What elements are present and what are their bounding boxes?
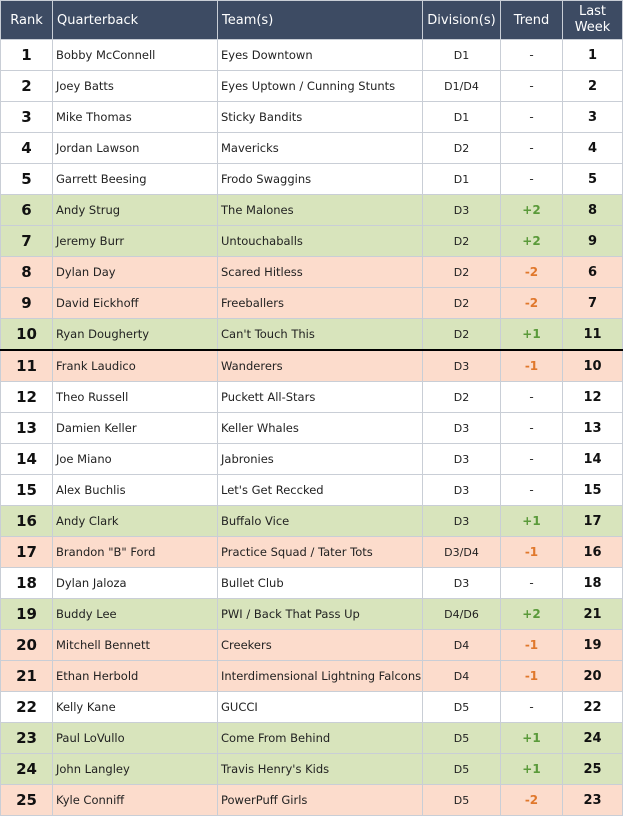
rank-cell[interactable]: 12	[1, 382, 53, 413]
last-week-cell[interactable]: 18	[563, 568, 623, 599]
last-week-cell[interactable]: 8	[563, 195, 623, 226]
table-row[interactable]	[1, 102, 623, 133]
rank-cell[interactable]: 9	[1, 288, 53, 319]
quarterback-cell[interactable]: Frank Laudico	[53, 350, 218, 382]
division-cell[interactable]: D5	[423, 723, 501, 754]
team-cell[interactable]: Untouchaballs	[218, 226, 423, 257]
division-cell[interactable]: D2	[423, 288, 501, 319]
table-row[interactable]	[1, 661, 623, 692]
trend-cell[interactable]: -	[501, 102, 563, 133]
quarterback-cell[interactable]: Ethan Herbold	[53, 661, 218, 692]
last-week-cell[interactable]: 21	[563, 599, 623, 630]
table-row[interactable]	[1, 413, 623, 444]
division-cell[interactable]: D4	[423, 661, 501, 692]
rank-cell[interactable]: 13	[1, 413, 53, 444]
rank-cell[interactable]: 18	[1, 568, 53, 599]
trend-cell[interactable]: +1	[501, 754, 563, 785]
rank-cell[interactable]: 17	[1, 537, 53, 568]
division-cell[interactable]: D1	[423, 40, 501, 71]
division-cell[interactable]: D3	[423, 350, 501, 382]
team-cell[interactable]: Eyes Uptown / Cunning Stunts	[218, 71, 423, 102]
last-week-cell[interactable]: 3	[563, 102, 623, 133]
team-cell[interactable]: GUCCI	[218, 692, 423, 723]
last-week-cell[interactable]: 4	[563, 133, 623, 164]
trend-cell[interactable]: -1	[501, 350, 563, 382]
trend-cell[interactable]: +2	[501, 599, 563, 630]
team-cell[interactable]: Puckett All-Stars	[218, 382, 423, 413]
table-row[interactable]	[1, 537, 623, 568]
division-cell[interactable]: D2	[423, 226, 501, 257]
last-week-cell[interactable]: 11	[563, 319, 623, 351]
quarterback-cell[interactable]: Dylan Jaloza	[53, 568, 218, 599]
quarterback-cell[interactable]: Brandon "B" Ford	[53, 537, 218, 568]
division-cell[interactable]: D2	[423, 257, 501, 288]
table-row[interactable]	[1, 785, 623, 816]
rank-cell[interactable]: 5	[1, 164, 53, 195]
last-week-header[interactable]	[563, 1, 623, 40]
quarterback-cell[interactable]: Mike Thomas	[53, 102, 218, 133]
division-cell[interactable]: D1/D4	[423, 71, 501, 102]
quarterback-cell[interactable]: Kyle Conniff	[53, 785, 218, 816]
trend-cell[interactable]: +1	[501, 319, 563, 351]
trend-cell[interactable]: -	[501, 382, 563, 413]
last-week-cell[interactable]: 10	[563, 350, 623, 382]
table-row[interactable]	[1, 723, 623, 754]
quarterback-cell[interactable]: Jeremy Burr	[53, 226, 218, 257]
team-cell[interactable]: PowerPuff Girls	[218, 785, 423, 816]
trend-cell[interactable]: -	[501, 164, 563, 195]
division-cell[interactable]: D3/D4	[423, 537, 501, 568]
quarterback-cell[interactable]: Theo Russell	[53, 382, 218, 413]
last-week-cell[interactable]: 5	[563, 164, 623, 195]
quarterback-cell[interactable]: David Eickhoff	[53, 288, 218, 319]
table-row[interactable]	[1, 350, 623, 382]
division-cell[interactable]: D1	[423, 164, 501, 195]
last-week-cell[interactable]: 9	[563, 226, 623, 257]
team-cell[interactable]: The Malones	[218, 195, 423, 226]
quarterback-cell[interactable]: John Langley	[53, 754, 218, 785]
quarterback-cell[interactable]: Andy Strug	[53, 195, 218, 226]
table-row[interactable]	[1, 444, 623, 475]
team-cell[interactable]: Interdimensional Lightning Falcons	[218, 661, 423, 692]
team-cell[interactable]: Frodo Swaggins	[218, 164, 423, 195]
last-week-cell[interactable]: 22	[563, 692, 623, 723]
last-week-cell[interactable]: 12	[563, 382, 623, 413]
trend-cell[interactable]: -2	[501, 785, 563, 816]
division-cell[interactable]: D4	[423, 630, 501, 661]
table-row[interactable]	[1, 133, 623, 164]
rank-cell[interactable]: 15	[1, 475, 53, 506]
division-cell[interactable]: D3	[423, 413, 501, 444]
team-cell[interactable]: Jabronies	[218, 444, 423, 475]
trend-cell[interactable]: -	[501, 413, 563, 444]
team-cell[interactable]: Bullet Club	[218, 568, 423, 599]
division-cell[interactable]: D2	[423, 133, 501, 164]
quarterback-cell[interactable]: Dylan Day	[53, 257, 218, 288]
header-row	[1, 1, 623, 40]
table-row[interactable]	[1, 630, 623, 661]
quarterback-cell[interactable]: Joey Batts	[53, 71, 218, 102]
last-week-cell[interactable]: 7	[563, 288, 623, 319]
division-cell[interactable]: D3	[423, 444, 501, 475]
last-week-cell[interactable]: 25	[563, 754, 623, 785]
division-cell[interactable]: D5	[423, 785, 501, 816]
table-row[interactable]	[1, 257, 623, 288]
last-week-cell[interactable]: 23	[563, 785, 623, 816]
trend-cell[interactable]: -	[501, 444, 563, 475]
table-row[interactable]	[1, 599, 623, 630]
rank-cell[interactable]: 7	[1, 226, 53, 257]
quarterback-cell[interactable]: Ryan Dougherty	[53, 319, 218, 351]
team-cell[interactable]: Practice Squad / Tater Tots	[218, 537, 423, 568]
team-cell[interactable]: Can't Touch This	[218, 319, 423, 351]
team-cell[interactable]: Scared Hitless	[218, 257, 423, 288]
rank-cell[interactable]: 2	[1, 71, 53, 102]
quarterback-cell[interactable]: Damien Keller	[53, 413, 218, 444]
team-cell[interactable]: Sticky Bandits	[218, 102, 423, 133]
trend-cell[interactable]: -	[501, 475, 563, 506]
quarterback-cell[interactable]: Garrett Beesing	[53, 164, 218, 195]
table-row[interactable]	[1, 164, 623, 195]
trend-cell[interactable]: -	[501, 71, 563, 102]
trend-cell[interactable]: -	[501, 692, 563, 723]
trend-cell[interactable]: -1	[501, 630, 563, 661]
trend-cell[interactable]: +1	[501, 506, 563, 537]
trend-cell[interactable]: -	[501, 40, 563, 71]
trend-cell[interactable]: -2	[501, 288, 563, 319]
division-cell[interactable]: D2	[423, 319, 501, 351]
last-week-cell[interactable]: 20	[563, 661, 623, 692]
division-cell[interactable]: D5	[423, 692, 501, 723]
table-row[interactable]	[1, 226, 623, 257]
quarterback-header[interactable]: Quarterback	[53, 1, 218, 40]
rank-cell[interactable]: 11	[1, 350, 53, 382]
quarterback-cell[interactable]: Jordan Lawson	[53, 133, 218, 164]
rank-cell[interactable]: 19	[1, 599, 53, 630]
last-week-header-line1: Last	[578, 4, 607, 19]
table-row[interactable]	[1, 506, 623, 537]
quarterback-cell[interactable]: Andy Clark	[53, 506, 218, 537]
last-week-cell[interactable]: 16	[563, 537, 623, 568]
table-row[interactable]	[1, 475, 623, 506]
team-cell[interactable]: Eyes Downtown	[218, 40, 423, 71]
quarterback-cell[interactable]: Mitchell Bennett	[53, 630, 218, 661]
quarterback-cell[interactable]: Buddy Lee	[53, 599, 218, 630]
team-cell[interactable]: Come From Behind	[218, 723, 423, 754]
division-cell[interactable]: D2	[423, 382, 501, 413]
quarterback-cell[interactable]: Bobby McConnell	[53, 40, 218, 71]
rank-cell[interactable]: 4	[1, 133, 53, 164]
rankings-body	[1, 40, 623, 816]
rank-cell[interactable]: 14	[1, 444, 53, 475]
team-cell[interactable]: Travis Henry's Kids	[218, 754, 423, 785]
division-cell[interactable]: D1	[423, 102, 501, 133]
table-row[interactable]	[1, 568, 623, 599]
team-cell[interactable]: Wanderers	[218, 350, 423, 382]
table-row[interactable]	[1, 71, 623, 102]
rank-cell[interactable]: 3	[1, 102, 53, 133]
division-cell[interactable]: D5	[423, 754, 501, 785]
rank-cell[interactable]: 16	[1, 506, 53, 537]
team-cell[interactable]: Creekers	[218, 630, 423, 661]
trend-cell[interactable]: +1	[501, 723, 563, 754]
last-week-cell[interactable]: 17	[563, 506, 623, 537]
last-week-cell[interactable]: 14	[563, 444, 623, 475]
last-week-cell[interactable]: 13	[563, 413, 623, 444]
quarterback-cell[interactable]: Joe Miano	[53, 444, 218, 475]
team-cell[interactable]: PWI / Back That Pass Up	[218, 599, 423, 630]
division-cell[interactable]: D3	[423, 195, 501, 226]
divisions-header[interactable]: Division(s)	[423, 1, 501, 40]
trend-cell[interactable]: -2	[501, 257, 563, 288]
rank-cell[interactable]: 8	[1, 257, 53, 288]
division-cell[interactable]: D3	[423, 568, 501, 599]
rank-cell[interactable]: 24	[1, 754, 53, 785]
team-cell[interactable]: Buffalo Vice	[218, 506, 423, 537]
rank-header[interactable]: Rank	[1, 1, 53, 40]
rank-cell[interactable]: 21	[1, 661, 53, 692]
table-row[interactable]	[1, 692, 623, 723]
rank-cell[interactable]: 22	[1, 692, 53, 723]
trend-cell[interactable]: -1	[501, 537, 563, 568]
last-week-cell[interactable]: 1	[563, 40, 623, 71]
last-week-cell[interactable]: 19	[563, 630, 623, 661]
rank-cell[interactable]: 6	[1, 195, 53, 226]
trend-cell[interactable]: +2	[501, 226, 563, 257]
division-cell[interactable]: D3	[423, 475, 501, 506]
team-cell[interactable]: Keller Whales	[218, 413, 423, 444]
rank-cell[interactable]: 1	[1, 40, 53, 71]
last-week-cell[interactable]: 24	[563, 723, 623, 754]
rank-cell[interactable]: 25	[1, 785, 53, 816]
last-week-header-line2: Week	[574, 20, 611, 35]
team-cell[interactable]: Mavericks	[218, 133, 423, 164]
last-week-cell[interactable]: 15	[563, 475, 623, 506]
trend-cell[interactable]: -1	[501, 661, 563, 692]
table-row[interactable]	[1, 40, 623, 71]
trend-cell[interactable]: +2	[501, 195, 563, 226]
rank-cell[interactable]: 10	[1, 319, 53, 351]
trend-cell[interactable]: -	[501, 133, 563, 164]
last-week-cell[interactable]: 2	[563, 71, 623, 102]
table-row[interactable]	[1, 382, 623, 413]
team-cell[interactable]: Let's Get Reccked	[218, 475, 423, 506]
division-cell[interactable]: D3	[423, 506, 501, 537]
quarterback-cell[interactable]: Alex Buchlis	[53, 475, 218, 506]
team-cell[interactable]: Freeballers	[218, 288, 423, 319]
table-row[interactable]	[1, 754, 623, 785]
table-row[interactable]	[1, 195, 623, 226]
quarterback-cell[interactable]: Paul LoVullo	[53, 723, 218, 754]
teams-header[interactable]: Team(s)	[218, 1, 423, 40]
rank-cell[interactable]: 23	[1, 723, 53, 754]
last-week-cell[interactable]: 6	[563, 257, 623, 288]
trend-cell[interactable]: -	[501, 568, 563, 599]
table-row[interactable]	[1, 288, 623, 319]
table-row[interactable]	[1, 319, 623, 351]
quarterback-cell[interactable]: Kelly Kane	[53, 692, 218, 723]
rank-cell[interactable]: 20	[1, 630, 53, 661]
trend-header[interactable]: Trend	[501, 1, 563, 40]
division-cell[interactable]: D4/D6	[423, 599, 501, 630]
